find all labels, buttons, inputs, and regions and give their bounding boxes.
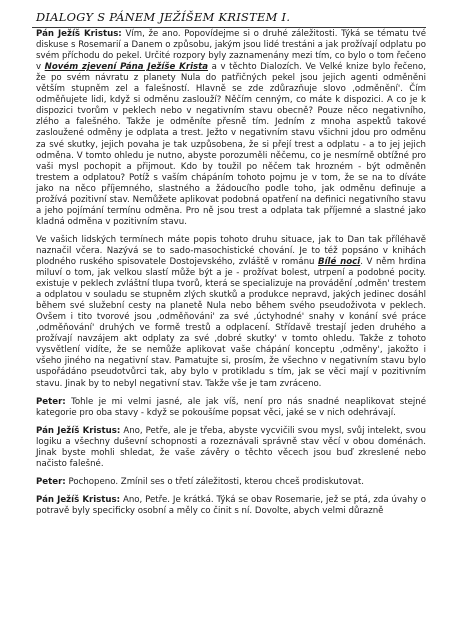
paragraph-text: Ano, Petře, ale je třeba, abyste vycvičili svou mysl, svůj intelekt, svou logiku a všechny duševní schopnosti a rozeznávali správně stav věcí v obou doménách. Jinak byste mohli shledat, že vaše závěry o těchto věcech jsou buď zkreslené nebo načisto falešné. — [36, 425, 426, 469]
paragraph-5 — [36, 477, 426, 488]
paragraph-3 — [36, 397, 426, 419]
paragraph-text: Pochopeno. Zmínil ses o třetí záležitosti, kterou chceš prodiskutovat. — [65, 476, 364, 487]
document-page — [36, 10, 426, 524]
novel-title-emphasis: Bílé noci — [318, 256, 361, 267]
speaker-label: Pán Ježíš Kristus: — [36, 425, 121, 436]
paragraph-text: Ano, Petře. Je krátká. Týká se obav Rosemarie, jež se ptá, zda úvahy o potravě byly specificky osobní a měly co činit s ní. Dovolte, abych velmi důrazně — [36, 494, 426, 516]
speaker-label: Pán Ježíš Kristus: — [36, 29, 122, 40]
book-title-emphasis: Novém zjevení Pána Ježíše Krista — [44, 62, 209, 73]
paragraph-1 — [36, 29, 426, 228]
paragraph-6 — [36, 495, 426, 517]
speaker-label: Peter: — [36, 396, 66, 407]
paragraph-text: Tohle je mi velmi jasné, ale jak víš, není pro nás snadné neaplikovat stejné kategorie pro oba stavy - když se pokoušíme popsat věci, jaké se v nich odehrávají. — [36, 396, 426, 418]
paragraph-text: a v těchto Dialozích. Ve Velké knize bylo řečeno, že po svém návratu z planety Nula do patřičných pekel jsou jejich agenti odměněni větším stupněm zel a falešností. Hlavně se zde zdůrazňuje slovo ‚odměnění'. Čím odměňujete lidi, když si odměnu zaslouží? Něčím cenným, co máte k dispozici. A co je k dispozici tvorům v peklech nebo v negativním stavu obecně? Pouze něco negativního, zlého a falešného. Takže je odměníte přesně tím. Jedním z mnoha aspektů takové zasloužené odměny je odplata a trest. Ježto v negativním stavu všichni jdou pro odměnu za své skutky, jejich povaha je tak uzpůsobena, že si přejí trest a odplatu - a to jej jejich odměna. V tomto ohledu je nutno, abyste porozuměli něčemu, co je nesmírně obtížné pro vaši mysl pochopit a přijmout. Kdo by toužil po něčem tak hrozném - být odměněn trestem a odplatou? Potíž s vaším chápáním tohoto pojmu je v tom, že se na to díváte jako na něco příjemného, slastného a žádoucího podle toho, jak odměnu definuje a prožívá pozitivní stav. Nemůžete aplikovat podobná opatření na definici negativního stavu a jeho pojímání termínu odměna. Pro ně jsou trest a odplata tak příjemné a slastné jako kladná odměna v pozitivním stavu. — [36, 62, 426, 227]
speaker-label: Pán Ježíš Kristus: — [36, 494, 121, 505]
speaker-label: Peter: — [36, 476, 66, 487]
paragraph-4 — [36, 426, 426, 470]
paragraph-2 — [36, 235, 426, 390]
paragraph-text: Ve vašich lidských termínech máte popis tohoto druhu situace, jak to Dan tak příléhavě naznačil včera. Nazývá se to sado-masochistické chování. Je to též popsáno v knihách plodného ruského spisovatele Dostojevského, zvláště v románu — [36, 234, 426, 267]
paragraph-text: Vím, že ano. Popovídejme si o druhé záležitosti. Týká se tématu tvé diskuse s Rosemarií a Danem o způsobu, jakým jsou lidé trestáni a jak prožívají odplatu po svém příchodu do pekel. Určité rozpory byly zaznamenány mezi tím, co bylo o tom řečeno v — [36, 29, 426, 73]
document-title: DIALOGY S PÁNEM JEŽÍŠEM KRISTEM I. — [32, 10, 426, 28]
paragraph-text: . V něm hrdina miluví o tom, jak velkou slastí může být a je - prožívat bolest, utrpení a podobné pocity. existuje v peklech zvláštní tlupa tvorů, která se specializuje na provádění ‚odměn' trestem a odplatou v souladu se stupněm zlých skutků a produkce nepravd, jakých jedinec dosáhl během své služební cesty na planetě Nula nebo během svého pseudoživota v peklech. Ovšem i tito tvorové jsou ‚odměňováni' za své ‚úctyhodné' snahy v konání své práce ‚odměňování' druhých ve formě trestů a odplacení. Střídavě trestají jeden druhého a prožívají navzájem akt odplaty za své ‚dobré skutky' v tomto ohledu. Takže z tohoto vysvětlení vidíte, že se nemůže aplikovat vaše chápání konceptu ‚odměny', jakožto i všeho jiného na negativní stav. Pamatujte si, prosím, že všechno v negativním stavu bylo uspořádáno pseudotvůrci tak, aby bylo v protikladu s tím, jak se věci mají v pozitivním stavu. Jinak by to nebyl negativní stav. Takže vše je tam zvráceno. — [36, 256, 427, 389]
